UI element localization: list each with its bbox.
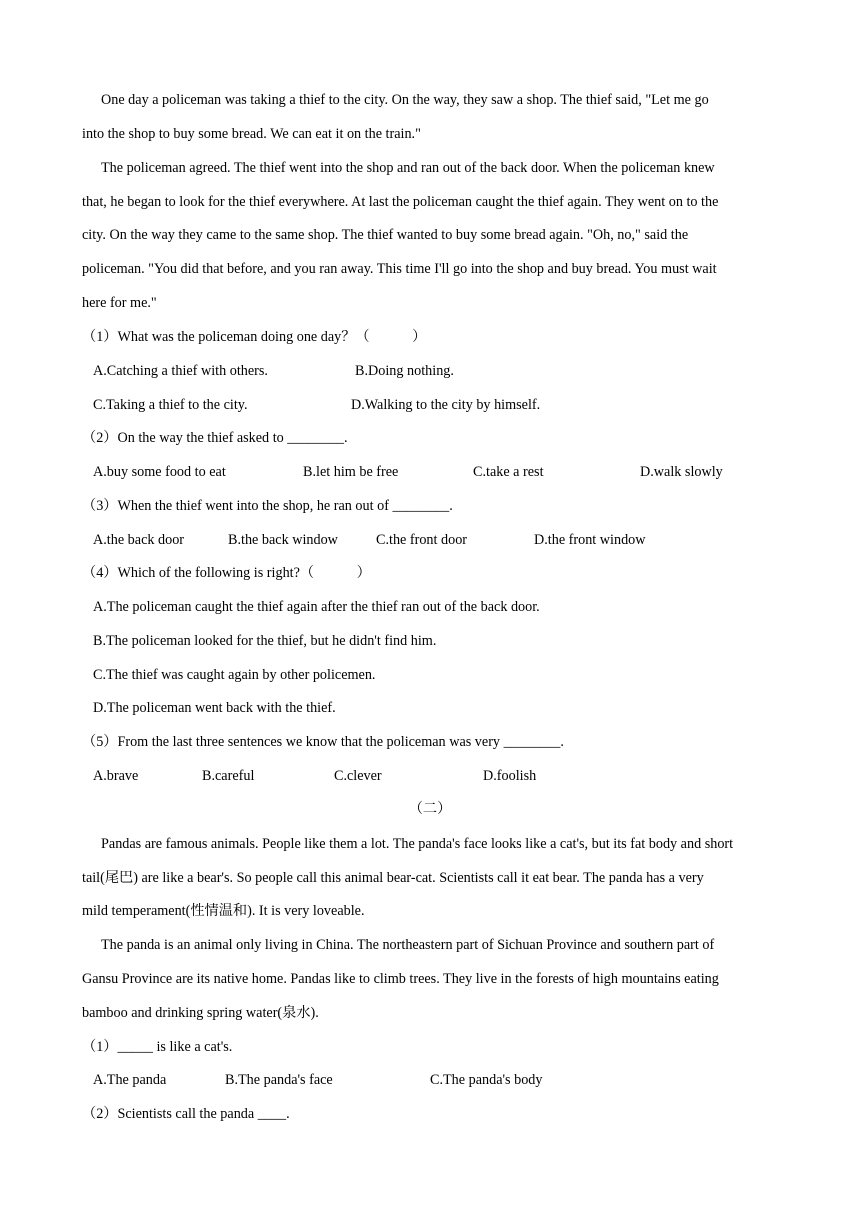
passage2-p1-line1: Pandas are famous animals. People like them a lot. The panda's face looks like a cat's, but its fat body and short [101,836,734,852]
q2-option-b[interactable]: B.let him be free [303,464,399,480]
q2-option-d[interactable]: D.walk slowly [640,464,723,480]
q5-option-d[interactable]: D.foolish [483,768,537,784]
q1-option-a[interactable]: A.Catching a thief with others. [93,363,268,379]
q4-option-a[interactable]: A.The policeman caught the thief again after the thief ran out of the back door. [93,599,540,615]
s2-q1-option-a[interactable]: A.The panda [93,1072,167,1088]
s2-question-1-stem: （1）_____ is like a cat's. [82,1039,233,1055]
q1-option-b[interactable]: B.Doing nothing. [355,363,454,379]
q2-option-c[interactable]: C.take a rest [473,464,544,480]
q3-option-c[interactable]: C.the front door [376,532,468,548]
passage2-p2-line2: Gansu Province are its native home. Pandas like to climb trees. They live in the forests of high mountains eating [82,971,719,987]
passage1-p2-line1: The policeman agreed. The thief went into the shop and ran out of the back door. When the policeman knew [101,160,715,176]
passage2-p1-line3: mild temperament(性情温和). It is very loveable. [82,903,365,919]
question-2-stem: （2）On the way the thief asked to ________. [82,430,348,446]
q5-option-a[interactable]: A.brave [93,768,139,784]
passage2-p2-line3: bamboo and drinking spring water(泉水). [82,1005,319,1021]
q2-option-a[interactable]: A.buy some food to eat [93,464,226,480]
passage1-p2-line3: city. On the way they came to the same shop. The thief wanted to buy some bread again. "Oh, no," said the [82,227,689,243]
q5-option-c[interactable]: C.clever [334,768,382,784]
q4-option-b[interactable]: B.The policeman looked for the thief, but he didn't find him. [93,633,437,649]
q4-option-d[interactable]: D.The policeman went back with the thief. [93,700,336,716]
q3-option-d[interactable]: D.the front window [534,532,646,548]
question-3-stem: （3）When the thief went into the shop, he ran out of ________. [82,498,453,514]
q5-option-b[interactable]: B.careful [202,768,255,784]
passage1-p2-line4: policeman. "You did that before, and you ran away. This time I'll go into the shop and buy bread. You must wait [82,261,717,277]
passage1-p1-line2: into the shop to buy some bread. We can eat it on the train." [82,126,421,142]
q4-option-c[interactable]: C.The thief was caught again by other policemen. [93,667,376,683]
section-heading: （二） [408,801,452,817]
s2-q1-option-b[interactable]: B.The panda's face [225,1072,333,1088]
question-5-stem: （5）From the last three sentences we know that the policeman was very ________. [82,734,564,750]
s2-q1-option-c[interactable]: C.The panda's body [430,1072,543,1088]
passage1-p1-line1: One day a policeman was taking a thief to the city. On the way, they saw a shop. The thief said, "Let me go [101,92,709,108]
s2-question-2-stem: （2）Scientists call the panda ____. [82,1106,290,1122]
question-4-stem: （4）Which of the following is right?（ ） [82,565,371,581]
q1-option-d[interactable]: D.Walking to the city by himself. [351,397,541,413]
passage2-p1-line2: tail(尾巴) are like a bear's. So people call this animal bear-cat. Scientists call it eat bear. The panda has a very [82,870,704,886]
question-1-stem: （1）What was the policeman doing one day？（ ） [82,329,427,345]
passage1-p2-line2: that, he began to look for the thief everywhere. At last the policeman caught the thief again. They went on to the [82,194,719,210]
q3-option-a[interactable]: A.the back door [93,532,185,548]
passage2-p2-line1: The panda is an animal only living in China. The northeastern part of Sichuan Province and southern part of [101,937,715,953]
q1-option-c[interactable]: C.Taking a thief to the city. [93,397,248,413]
passage1-p2-line5: here for me." [82,295,157,311]
q3-option-b[interactable]: B.the back window [228,532,338,548]
